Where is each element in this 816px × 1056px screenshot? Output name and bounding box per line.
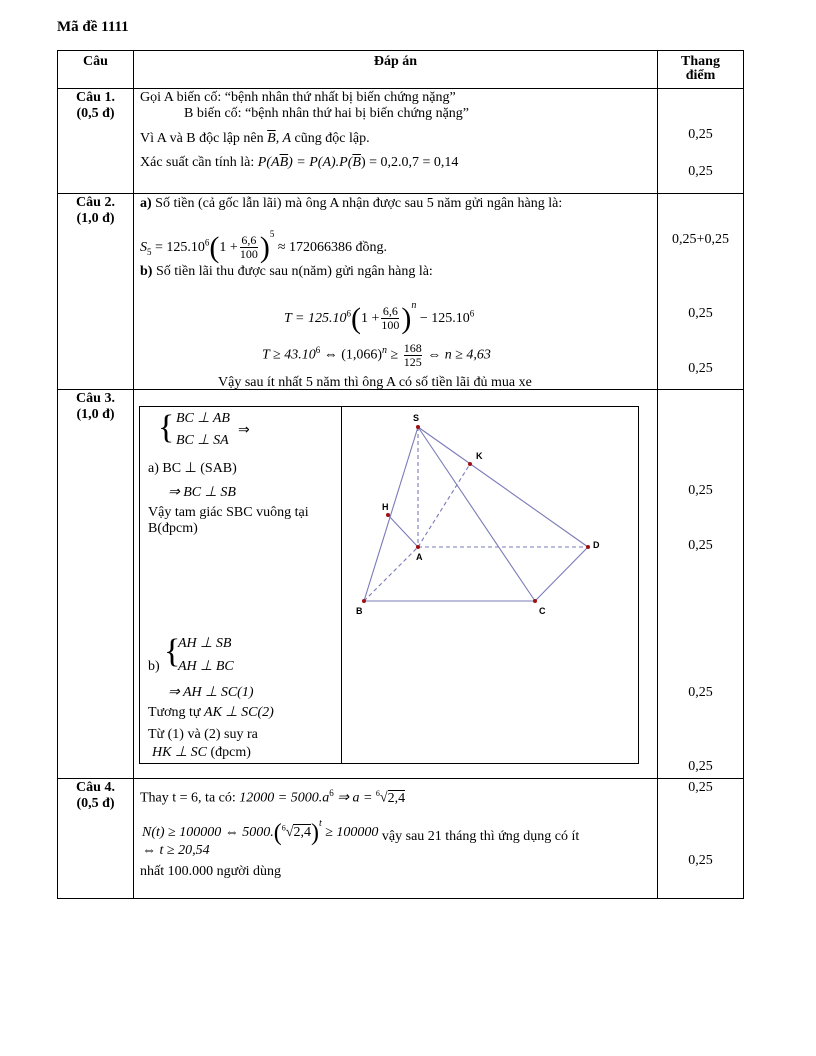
point-B bbox=[362, 599, 366, 603]
answer-table bbox=[57, 50, 744, 899]
q2-points bbox=[658, 194, 744, 390]
header-dap-an: Đáp án bbox=[134, 51, 658, 89]
q2-part-a: a) Số tiền (cả gốc lẫn lãi) mà ông A nhận được sau 5 năm gửi ngân hàng là: bbox=[140, 196, 563, 211]
q3-b3: Từ (1) và (2) suy ra bbox=[148, 727, 258, 742]
q2-formula2: $T = 125.10^6(1$ + $\frac{6,6}{100}$ )$^n - 125.10^6$ bbox=[284, 300, 475, 335]
label-K: K bbox=[476, 451, 483, 461]
q2-answer bbox=[134, 194, 658, 390]
q3-a3: Vậy tam giác SBC vuông tại bbox=[148, 505, 309, 520]
q2-formula1: $S_5 = 125.10^6(1$ + $\frac{6,6}{100}$ )$^5$ ≈ 172066386 đồng. bbox=[140, 229, 387, 264]
label-H: H bbox=[382, 502, 389, 512]
q3-label: Câu 3. (1,0 đ) bbox=[58, 390, 134, 779]
q1-answer bbox=[134, 89, 658, 194]
point-K bbox=[468, 462, 472, 466]
q3-inner-box: { BC ⊥ AB BC ⊥ SA ⇒ a) BC ⊥ (SAB) ⇒ BC ⊥ SB Vậy tam giác SBC vuông tại B(đpcm) b) { AH ⊥ SB AH ⊥ BC ⇒ AH ⊥ SC(1) Tương tự AK ⊥ SC(2) Từ (1) và (2) suy ra HK ⊥ SC (đpcm) S K H A D B C bbox=[139, 406, 639, 764]
q4-score2: 0,25 bbox=[688, 853, 713, 868]
q1-line1: Gọi A biến cố: “bệnh nhân thứ nhất bị biến chứng nặng” bbox=[140, 90, 456, 105]
q4-line2: N(t) ≥ 100000 ⇔ $5000.(^6√2,4)^t \ge 100000$ vậy sau 21 tháng thì ứng dụng có ít bbox=[142, 818, 580, 846]
q3-b2: Tương tự AK ⊥ SC(2) bbox=[148, 705, 274, 720]
label-B: B bbox=[356, 606, 363, 616]
row-q2 bbox=[58, 194, 744, 390]
q3-points bbox=[658, 390, 744, 779]
row-q1 bbox=[58, 89, 744, 194]
q3-sys1-line1: BC ⊥ AB bbox=[176, 411, 230, 426]
q2-conclusion: Vậy sau ít nhất 5 năm thì ông A có số tiền lãi đủ mua xe bbox=[218, 375, 532, 390]
q2-score3: 0,25 bbox=[688, 361, 713, 376]
row-q4 bbox=[58, 779, 744, 899]
q3-b4: HK ⊥ SC (đpcm) bbox=[152, 745, 251, 760]
q3-score4: 0,25 bbox=[688, 759, 713, 774]
q2-score1: 0,25+0,25 bbox=[672, 232, 729, 247]
q3-sys2-line2: AH ⊥ BC bbox=[178, 659, 234, 674]
q1-label: Câu 1. (0,5 đ) bbox=[58, 89, 134, 194]
point-D bbox=[586, 545, 590, 549]
q3-b1: ⇒ AH ⊥ SC(1) bbox=[168, 685, 254, 700]
q3-score1: 0,25 bbox=[688, 483, 713, 498]
exam-code: Mã đề 1111 bbox=[57, 19, 129, 35]
q3-answer bbox=[134, 390, 658, 779]
q2-part-b: b) Số tiền lãi thu được sau n(năm) gửi ngân hàng là: bbox=[140, 264, 433, 279]
q2-formula3: $T \ge 43.10^6$ ⇔ $(1,066)^n$ ≥ $\frac{168}{125}$ ⇔ n ≥ 4,63 bbox=[262, 340, 491, 369]
label-C: C bbox=[539, 606, 546, 616]
point-C bbox=[533, 599, 537, 603]
q4-score1: 0,25 bbox=[688, 780, 713, 795]
q1-line2: B biến cố: “bệnh nhân thứ hai bị biến chứng nặng” bbox=[184, 106, 469, 121]
q4-line3: ⇔ t ≥ 20,54 bbox=[142, 843, 210, 858]
header-cau: Câu bbox=[58, 51, 134, 89]
label-D: D bbox=[593, 540, 600, 550]
q1-points bbox=[658, 89, 744, 194]
q3-score3: 0,25 bbox=[688, 685, 713, 700]
q3-implies: ⇒ bbox=[238, 423, 250, 438]
q3-score2: 0,25 bbox=[688, 538, 713, 553]
label-A: A bbox=[416, 552, 423, 562]
row-q3 bbox=[58, 390, 744, 779]
q2-label: Câu 2. (1,0 đ) bbox=[58, 194, 134, 390]
q3-sys2-line1: AH ⊥ SB bbox=[178, 636, 232, 651]
point-S bbox=[416, 425, 420, 429]
q3-a4: B(đpcm) bbox=[148, 521, 198, 536]
q4-points bbox=[658, 779, 744, 899]
q4-answer bbox=[134, 779, 658, 899]
q4-line1: Thay t = 6, ta có: $12000 = 5000.a^6$ ⇒ a = $^6$√2,4 bbox=[140, 788, 406, 806]
q1-line3: Vì A và B độc lập nên $\overline{B}$, A cũng độc lập. bbox=[140, 131, 370, 146]
q4-label: Câu 4. (0,5 đ) bbox=[58, 779, 134, 899]
point-H bbox=[386, 513, 390, 517]
pyramid-figure bbox=[342, 407, 638, 763]
q1-score1: 0,25 bbox=[688, 127, 713, 142]
header-thang-diem: Thang điểm bbox=[658, 51, 744, 89]
q2-score2: 0,25 bbox=[688, 306, 713, 321]
q1-score2: 0,25 bbox=[688, 164, 713, 179]
q3-sys1-line2: BC ⊥ SA bbox=[176, 433, 229, 448]
q3-a2: ⇒ BC ⊥ SB bbox=[168, 485, 236, 500]
label-S: S bbox=[413, 413, 420, 423]
q3-b-label: b) bbox=[148, 659, 160, 674]
q3-a1: a) BC ⊥ (SAB) bbox=[148, 461, 237, 476]
q4-line4: nhất 100.000 người dùng bbox=[140, 864, 281, 879]
q1-line4: Xác suất cần tính là: $P(A\overline{B}) = P(A).P(\overline{B}) = 0,2.0,7 = 0,14$ bbox=[140, 155, 459, 170]
point-A bbox=[416, 545, 420, 549]
